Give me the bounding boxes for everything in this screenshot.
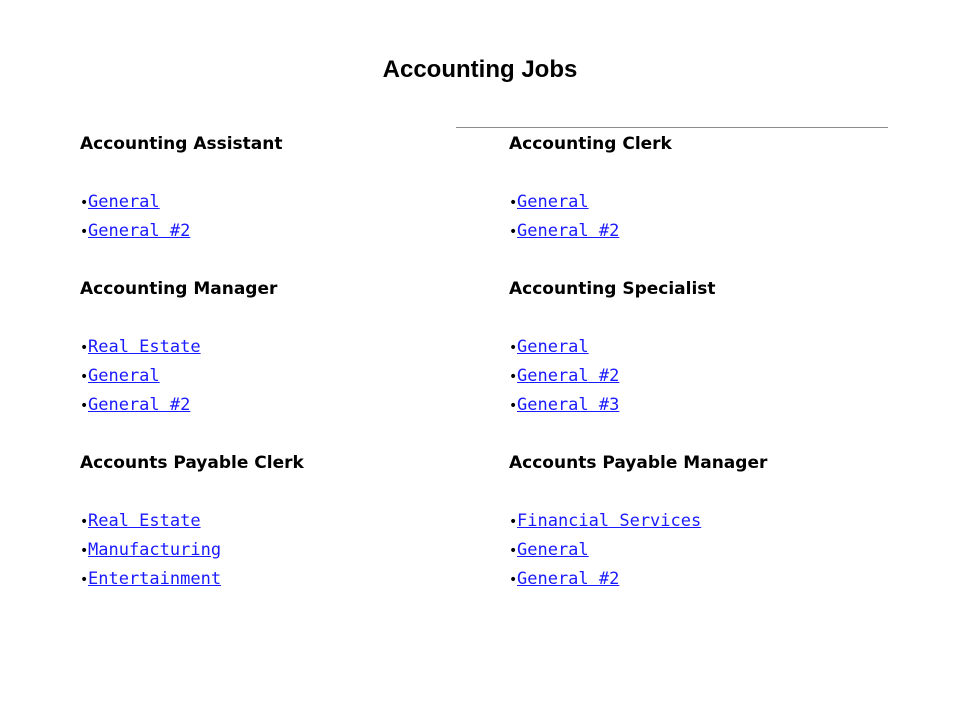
job-link[interactable]: General #2 (88, 395, 191, 415)
list-item (80, 391, 480, 420)
section-heading: Accounts Payable Clerk (80, 453, 304, 473)
section-heading: Accounting Manager (80, 279, 278, 299)
job-link[interactable]: Financial Services (517, 511, 702, 531)
left-column (80, 130, 480, 594)
bullet-icon: • (80, 195, 89, 211)
page-title: Accounting Jobs (382, 56, 578, 83)
job-link[interactable]: General #2 (517, 366, 620, 386)
job-section-accounts-payable-manager (509, 449, 909, 594)
bullet-icon: • (80, 369, 89, 385)
list-item (509, 507, 909, 536)
right-column (509, 130, 909, 594)
link-list (80, 188, 480, 246)
link-list (80, 333, 480, 420)
list-item (509, 536, 909, 565)
bullet-icon: • (509, 398, 518, 414)
job-link[interactable]: General #3 (517, 395, 620, 415)
list-item (80, 536, 480, 565)
list-item (80, 188, 480, 217)
bullet-icon: • (509, 514, 518, 530)
job-link[interactable]: Real Estate (88, 511, 201, 531)
bullet-icon: • (80, 572, 89, 588)
bullet-icon: • (509, 340, 518, 356)
list-item (509, 565, 909, 594)
link-list (80, 507, 480, 594)
list-item (80, 565, 480, 594)
job-section-accounting-specialist (509, 275, 909, 420)
bullet-icon: • (80, 543, 89, 559)
divider-line (456, 127, 888, 128)
bullet-icon: • (80, 224, 89, 240)
link-list (509, 188, 909, 246)
job-link[interactable]: Entertainment (88, 569, 222, 589)
section-heading: Accounting Assistant (80, 134, 283, 154)
list-item (509, 333, 909, 362)
list-item (509, 217, 909, 246)
job-link[interactable]: General #2 (517, 221, 620, 241)
list-item (80, 362, 480, 391)
bullet-icon: • (509, 224, 518, 240)
job-link[interactable]: General (88, 366, 160, 386)
bullet-icon: • (80, 398, 89, 414)
list-item (509, 362, 909, 391)
section-heading: Accounting Clerk (509, 134, 672, 154)
job-link[interactable]: General (517, 540, 589, 560)
job-link[interactable]: Manufacturing (88, 540, 222, 560)
list-item (509, 188, 909, 217)
job-link[interactable]: General (517, 337, 589, 357)
job-section-accounts-payable-clerk (80, 449, 480, 594)
link-list (509, 507, 909, 594)
section-heading: Accounts Payable Manager (509, 453, 768, 473)
job-section-accounting-assistant (80, 130, 480, 246)
bullet-icon: • (509, 543, 518, 559)
bullet-icon: • (80, 340, 89, 356)
job-link[interactable]: General #2 (517, 569, 620, 589)
list-item (80, 333, 480, 362)
link-list (509, 333, 909, 420)
job-link[interactable]: General (88, 192, 160, 212)
job-link[interactable]: General #2 (88, 221, 191, 241)
job-section-accounting-manager (80, 275, 480, 420)
job-link[interactable]: General (517, 192, 589, 212)
bullet-icon: • (509, 195, 518, 211)
bullet-icon: • (509, 572, 518, 588)
list-item (509, 391, 909, 420)
job-section-accounting-clerk (509, 130, 909, 246)
bullet-icon: • (80, 514, 89, 530)
list-item (80, 507, 480, 536)
job-link[interactable]: Real Estate (88, 337, 201, 357)
bullet-icon: • (509, 369, 518, 385)
section-heading: Accounting Specialist (509, 279, 716, 299)
list-item (80, 217, 480, 246)
